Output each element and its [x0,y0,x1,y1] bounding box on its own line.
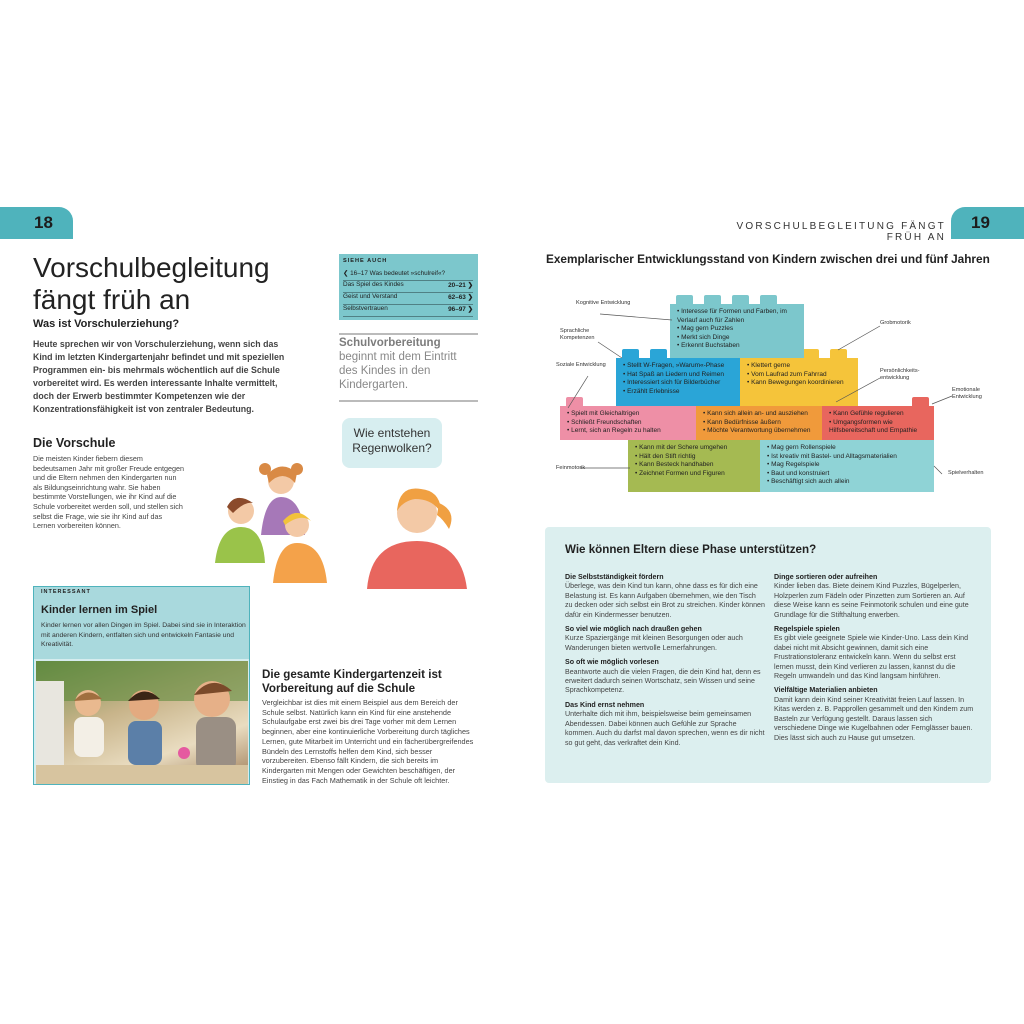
label-grobmotorik: Grobmotorik [880,320,911,326]
support-column-right: Dinge sortieren oder aufreihen Kinder lieben das. Biete deinem Kind Puzzles, Bügelperlen, Holzperlen zum Fädeln oder Pinzetten zum Sortieren an. Auf diese Weise kann es seine Feinmotorik schulen und eine gute Grundlage für die Stifthaltung erwerben. Regelspiele spielen Es gibt viele geeignete Spiele wie Kinder-Uno. Lass dein Kind dabei nicht mit Absicht gewinnen, damit sich eine Frustrationstoleranz entwickeln kann. Wenn du selbst erst lernen musst, dein Kind verlieren zu lassen, kannst du die Regeln umwandeln und das Kind langsam hinführen. Vielfältige Materialien anbieten Damit kann dein Kind seiner Kreativität freien Lauf lassen. In Kitas werden z. B. Papprollen gesammelt und den Kindern zum Basteln zur Verfügung gestellt. Daraus lassen sich verschiedene Dinge wie Kugelbahnen oder Fernglässer bauen. Dies lässt sich auch zu Hause gut umsetzen. [774,573,974,742]
block-sprache: • Stellt W-Fragen, »Warum«-Phase • Hat Spaß an Liedern und Reimen • Interessiert sich für Bilderbücher • Erzählt Erlebnisse [616,358,740,406]
block-sozial: • Spielt mit Gleichaltrigen • Schließt Freundschaften • Lernt, sich an Regeln zu halten [560,406,696,440]
see-also-item[interactable]: Selbstvertrauen 96–97 ❯ [343,304,473,317]
vorschule-text: Die meisten Kinder fiebern diesem bedeutsamen Jahr mit großer Freude entgegen und die Eltern nehmen den Kindergarten nun als Bildungseinrichtung wahr. Sie haben bestimmte Vorstellungen, wie ihr Kind auf die Schule vorbereitet werden soll, und stellen sich selbst die Frage, wie sie ihr Kind auf das Lernen vorbereiten können. [33,454,185,531]
page-title: Vorschulbegleitung fängt früh an [33,252,270,315]
block-feinmotorik: • Kann mit der Schere umgehen • Hält den Stift richtig • Kann Besteck handhaben • Zeichnet Formen und Figuren [628,440,760,492]
speech-bubble: Wie entstehen Regenwolken? [342,418,442,468]
label-feinmotorik: Feinmotorik [556,465,586,471]
quote-rule-bottom [339,400,478,402]
vorschule-heading: Die Vorschule [33,436,116,450]
info-box-text: Kinder lernen vor allen Dingen im Spiel. Dabei sind sie in Interaktion mit anderen Kindern, entfalten sich und entwickeln Fantasie und Kreativität. [41,622,246,648]
label-sprachliche: Sprachliche Kompetenzen [560,328,595,341]
see-also-box [339,254,478,320]
label-soziale: Soziale Entwicklung [556,362,606,368]
support-column-left: Die Selbstständigkeit fördern Überlege, was dein Kind tun kann, ohne dass es für dich eine Belastung ist. Es kann Aufgaben übernehmen, wie den Tisch zu decken oder sich selbst ein Brot zu streichen. Kinder können dafür ein Kindermesser benutzen. So viel wie möglich nach draußen gehen Kurze Spaziergänge mit kleinen Besorgungen oder auch Wanderungen bieten wertvolle Lernerfahrungen. So oft wie möglich vorlesen Beantworte auch die vielen Fragen, die dein Kind hat, denn es erweitert dadurch seinen Wortschatz, sein Wissen und seine Sprachkompetenz. Das Kind ernst nehmen Unterhalte dich mit ihm, beispielsweise beim gemeinsamen Abendessen. Dabei können auch Gefühle zur Sprache kommen. Auch du darfst mal davon sprechen, wenn es dir nicht so gut geht, das verkraftet dein Kind. [565,573,765,747]
page-number-left: 18 [0,207,73,239]
block-grobmotorik: • Klettert gerne • Vom Laufrad zum Fahrrad • Kann Bewegungen koordinieren [740,358,858,406]
info-box-label: INTERESSANT [41,589,91,595]
children-playing-photo [36,661,248,784]
see-also-item[interactable]: Das Spiel des Kindes 20–21 ❯ [343,280,473,293]
chart-title: Exemplarischer Entwicklungsstand von Kindern zwischen drei und fünf Jahren [546,252,990,266]
chart-leader-lines [540,290,990,490]
see-also-item[interactable]: ❮ 16–17 Was bedeutet »schulreif«? [343,268,473,281]
running-head: VORSCHULBEGLEITUNG FÄNGT FRÜH AN [736,221,946,243]
info-box [33,586,250,785]
label-spielverhalten: Spielverhalten [948,470,984,476]
quote-rule-top [339,333,478,335]
section-subtitle: Was ist Vorschulerziehung? [33,318,180,330]
support-box [545,527,991,783]
label-emotionale: Emotionale Entwicklung [952,387,982,400]
kindergarten-heading: Die gesamte Kindergartenzeit ist Vorbereitung auf die Schule [262,668,442,695]
block-emotional: • Kann Gefühle regulieren • Umgangsformen wie Hilfsbereitschaft und Empathie [822,406,934,440]
block-persoenlichkeit: • Kann sich allein an- und ausziehen • Kann Bedürfnisse äußern • Möchte Verantwortung übernehmen [696,406,822,440]
children-teacher-illustration [205,455,475,590]
block-spielverhalten: • Mag gern Rollenspiele • Ist kreativ mit Bastel- und Alltagsmaterialien • Mag Regelspiele • Baut und konstruiert • Beschäftigt sich auch allein [760,440,934,492]
support-heading: Wie können Eltern diese Phase unterstützen? [565,543,817,556]
see-also-item[interactable]: Geist und Verstand 62–63 ❯ [343,292,473,305]
pull-quote: Schulvorbereitung beginnt mit dem Eintritt des Kindes in den Kindergarten. [339,337,457,391]
label-persoenlichkeit: Persönlichkeits-entwicklung [880,368,920,381]
see-also-label: SIEHE AUCH [343,258,388,264]
page-number-right: 19 [951,207,1024,239]
kindergarten-text: Vergleichbar ist dies mit einem Beispiel aus dem Bereich der Schule selbst. Natürlich kann ein Kind für eine anstehende Schulaufgabe erst zwei bis drei Tage vorher mit dem Lernen beginnen, aber eine kontinuierliche Vorbereitung durch tägliches Lernen, gute Mitarbeit im Unterricht und ein fächerübergreifendes Bündeln des Lernstoffs helfen dem Kind, sich besser vorzubereiten. Ebenso fällt Kindern, die sich bereits im Kindergarten mit Mengen oder Gewichten beschäftigen, der Einstieg in das Fach Mathematik in der Schule oft leichter. [262,698,474,785]
info-box-heading: Kinder lernen im Spiel [41,604,158,616]
block-kognitiv: • Interesse für Formen und Farben, im Verlauf auch für Zahlen • Mag gern Puzzles • Merkt sich Dinge • Erkennt Buchstaben [670,304,804,360]
label-kognitive: Kognitive Entwicklung [576,300,631,306]
intro-text: Heute sprechen wir von Vorschulerziehung, wenn sich das Kind im letzten Kindergartenjahr befindet und mit speziellen Programmen ein- bis mehrmals wöchentlich auf die Schule vorbereitet wird. Es werden interessante Inhalte vermittelt, doch der Erwerb bestimmter Kompetenzen wie der Konzentrationsfähigkeit ist von zentraler Bedeutung. [33,339,285,414]
